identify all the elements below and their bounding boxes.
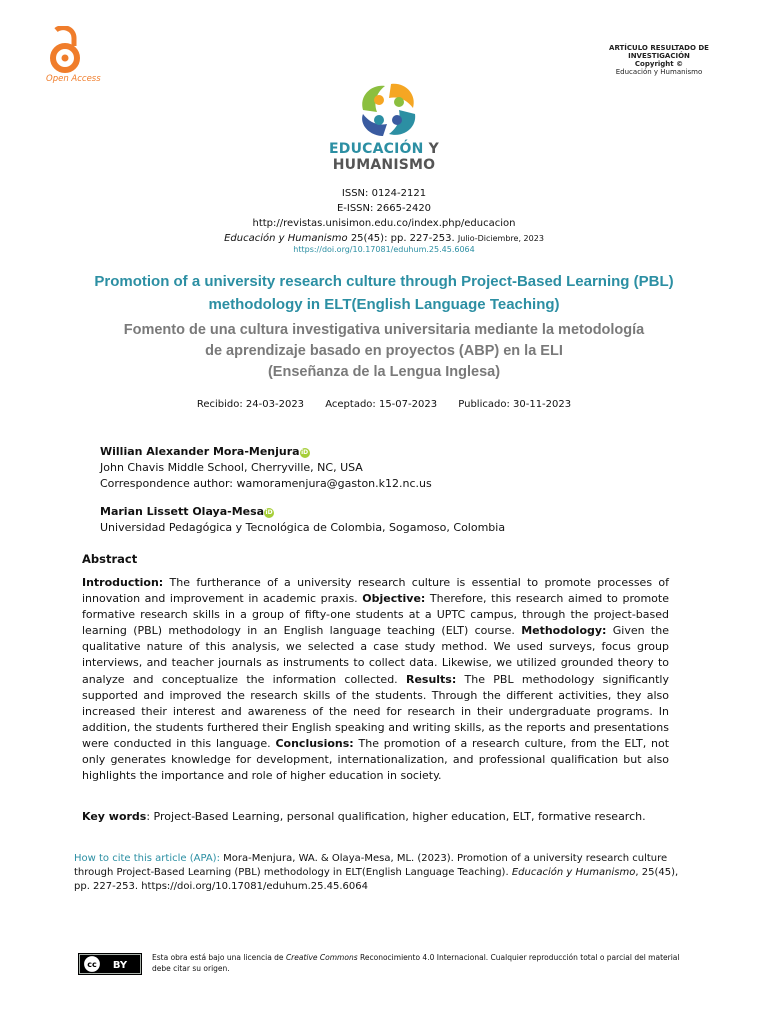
article-type-block bbox=[584, 44, 734, 76]
journal-url[interactable]: http://revistas.unisimon.edu.co/index.php/educacion bbox=[252, 218, 516, 229]
citation-text: Mora-Menjura, WA. & Olaya-Mesa, ML. (2023). Promotion of a university research culture through Project-Based Learning (PBL) methodology in ELT(English Language Teaching). bbox=[74, 853, 668, 878]
citation-block bbox=[74, 852, 694, 894]
keywords bbox=[82, 809, 669, 825]
cc-badge-cc-text: cc bbox=[87, 960, 97, 969]
citation-journal: Educación y Humanismo bbox=[511, 867, 636, 878]
author-block bbox=[100, 444, 432, 492]
abstract-heading: Abstract bbox=[82, 552, 138, 566]
orcid-icon[interactable]: iD bbox=[301, 449, 309, 456]
cc-badge-by-text: BY bbox=[112, 960, 128, 971]
journal-name-part2: Y bbox=[428, 141, 439, 157]
orcid-icon[interactable]: iD bbox=[265, 509, 273, 516]
abstract-objective-text: Therefore, this research aimed to promote formative research skills in a group of fifty-one students at a UPTC campus, through the project-based learning (PBL) methodology in an English language teaching (ELT) course. bbox=[82, 592, 669, 638]
open-access-label: Open Access bbox=[46, 74, 101, 84]
keywords-label: Key words bbox=[82, 810, 147, 823]
title-english: Promotion of a university research culture through Project-Based Learning (PBL) methodology in ELT(English Language Teaching) bbox=[94, 273, 674, 313]
keywords-text: : Project-Based Learning, personal qualification, higher education, ELT, formative research. bbox=[146, 810, 646, 823]
abstract-intro-text: The furtherance of a university research culture is essential to promote processes of innovation and improvement in academic praxis. bbox=[82, 576, 669, 606]
article-type-line2: INVESTIGACIÓN bbox=[628, 52, 690, 60]
date-received: Recibido: 24-03-2023 bbox=[196, 399, 305, 410]
abstract-objective-label: Objective: bbox=[362, 592, 426, 606]
copyright-line: Copyright © bbox=[634, 60, 684, 68]
author-affiliation: John Chavis Middle School, Cherryville, NC, USA bbox=[100, 461, 363, 474]
author-block bbox=[100, 504, 505, 536]
creative-commons-badge-icon[interactable] bbox=[78, 953, 142, 975]
abstract-methodology-text: Given the qualitative nature of this analysis, we selected a case study method. We used surveys, focus group interviews, and teacher journals as instruments to collect data. Likewise, we utilized grounded theory to analyze and conceptualize the information collected. bbox=[82, 624, 669, 686]
journal-logo-icon bbox=[355, 80, 421, 138]
abstract-conclusions-label: Conclusions: bbox=[275, 736, 354, 750]
copyright-holder: Educación y Humanismo bbox=[615, 68, 703, 76]
date-accepted: Aceptado: 15-07-2023 bbox=[325, 399, 438, 410]
author-name: Marian Lissett Olaya-Mesa bbox=[100, 505, 265, 518]
license-text-start: Esta obra está bajo una licencia de bbox=[152, 953, 286, 962]
abstract-intro-label: Introduction: bbox=[82, 576, 164, 589]
article-type-line1: ARTÍCULO RESULTADO DE bbox=[609, 44, 709, 52]
citation-label: How to cite this article (APA): bbox=[74, 853, 220, 864]
journal-info bbox=[0, 186, 768, 257]
journal-citation-name: Educación y Humanismo bbox=[224, 233, 348, 244]
eissn: E-ISSN: 2665-2420 bbox=[336, 203, 432, 214]
citation-volume-doi: , 25(45), pp. 227-253. https://doi.org/10.17081/eduhum.25.45.6064 bbox=[74, 867, 679, 892]
author-name: Willian Alexander Mora-Menjura bbox=[100, 445, 300, 458]
journal-period: Julio-Diciembre, 2023 bbox=[457, 234, 544, 243]
issn: ISSN: 0124-2121 bbox=[341, 188, 427, 199]
journal-name-part3: HUMANISMO bbox=[332, 157, 436, 173]
journal-name-part1: EDUCACIÓN bbox=[328, 141, 424, 157]
abstract-results-text: The PBL methodology significantly supported and improved the research skills of the students. Through the different activities, they also increased their interest and awareness of the need for research in their undergraduate programs. In addition, the students furthered their English speaking and writing skills, as the reports and presentations were conducted in this language. bbox=[82, 672, 670, 750]
license-text-cc: Creative Commons bbox=[285, 953, 358, 962]
license-text bbox=[152, 952, 692, 974]
abstract-results-label: Results: bbox=[405, 672, 457, 686]
date-published: Publicado: 30-11-2023 bbox=[458, 399, 572, 410]
dates-row bbox=[0, 399, 768, 410]
journal-citation-volume: 25(45): pp. 227-253. bbox=[347, 233, 455, 244]
abstract-conclusions-text: The promotion of a research culture, from the ELT, not only generates knowledge for development, internationalization, and professional qualification but also highlights the importance and role of higher education in society. bbox=[82, 736, 670, 783]
abstract-body bbox=[82, 575, 669, 784]
title-spanish-line1: Fomento de una cultura investigativa universitaria mediante la metodología bbox=[123, 322, 645, 338]
title-spanish-line2: de aprendizaje basado en proyectos (ABP) en la ELI bbox=[205, 343, 563, 359]
author-affiliation: Universidad Pedagógica y Tecnológica de Colombia, Sogamoso, Colombia bbox=[100, 521, 506, 534]
journal-name bbox=[0, 138, 768, 173]
license-text-end: Reconocimiento 4.0 Internacional. Cualquier reproducción total o parcial del material debe citar su origen. bbox=[152, 953, 680, 973]
open-access-icon bbox=[44, 26, 84, 76]
title-spanish-line3: (Enseñanza de la Lengua Inglesa) bbox=[267, 364, 501, 380]
doi-link[interactable]: https://doi.org/10.17081/eduhum.25.45.6064 bbox=[293, 245, 475, 254]
title-spanish bbox=[80, 320, 688, 383]
author-correspondence: Correspondence author: wamoramenjura@gaston.k12.nc.us bbox=[100, 477, 432, 490]
abstract-methodology-label: Methodology: bbox=[521, 624, 607, 638]
